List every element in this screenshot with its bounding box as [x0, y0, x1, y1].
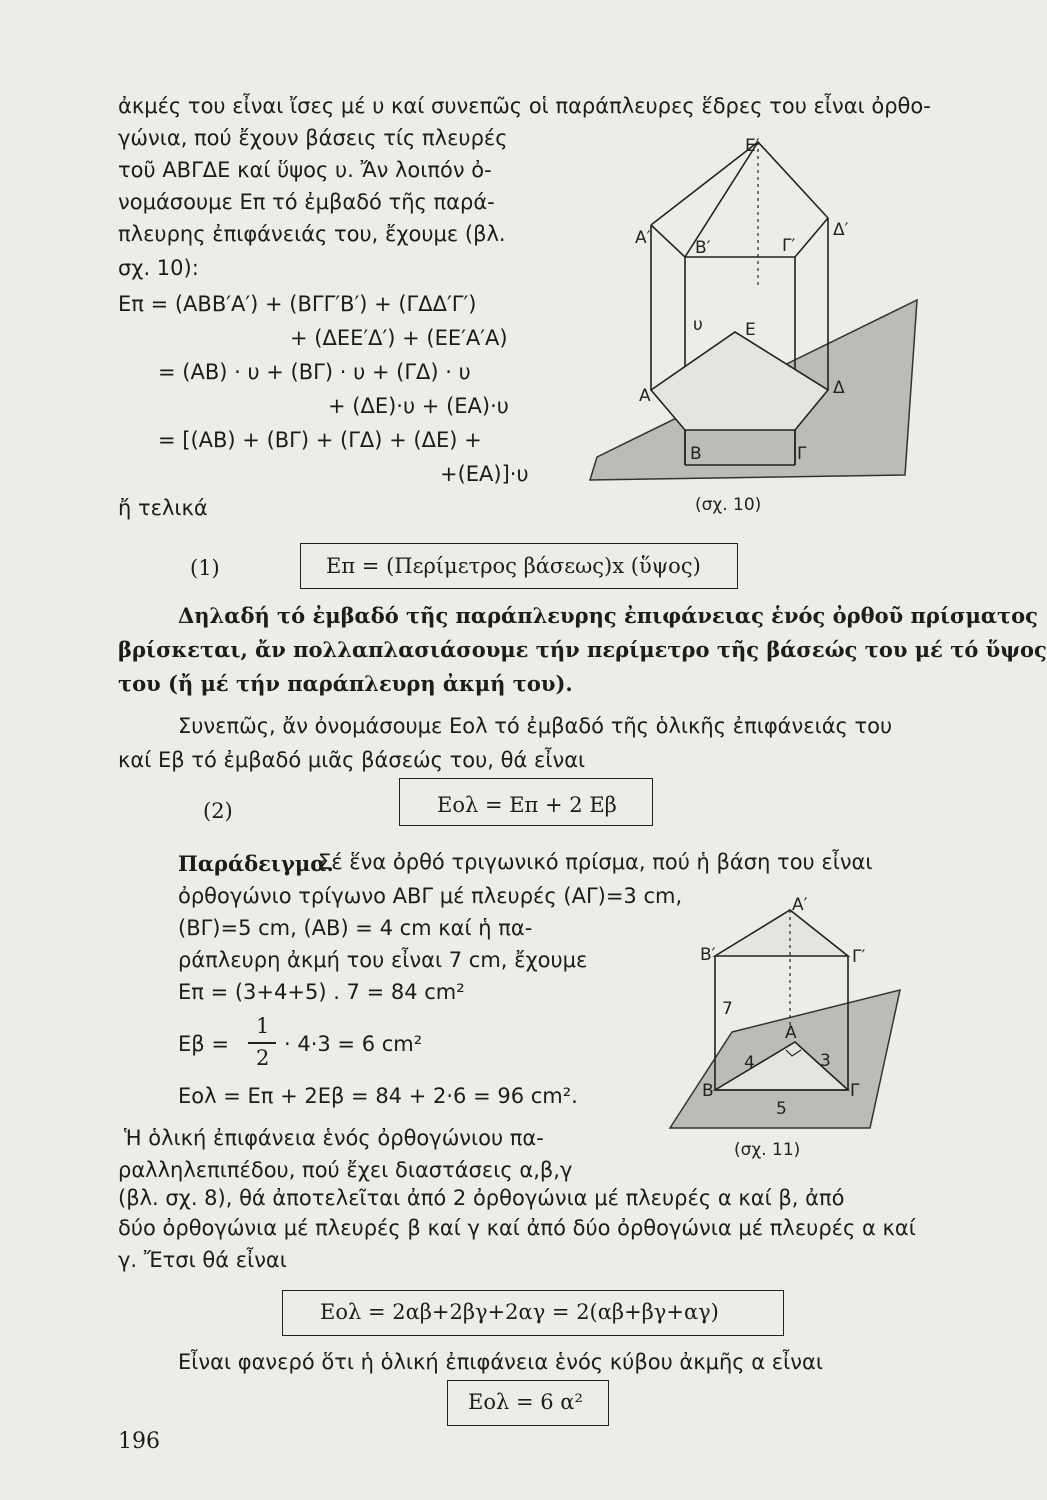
rule-line: Δηλαδή τό ἐμβαδό τῆς παράπλευρης ἐπιφάνειας ἑνός ὀρθοῦ πρίσματος	[178, 603, 1038, 628]
figure-10	[575, 125, 915, 545]
intro-line: τοῦ ΑΒΓΔΕ καί ὕψος υ. Ἄν λοιπόν ὀ-	[118, 158, 492, 182]
label: Δ	[833, 378, 845, 398]
example-line: Σέ ἕνα ὀρθό τριγωνικό πρίσμα, πού ἡ βάση του εἶναι	[318, 850, 873, 874]
intro-line: γώνια, πού ἔχουν βάσεις τίς πλευρές	[118, 126, 508, 150]
fraction-denominator: 2	[256, 1046, 270, 1070]
figure-caption: (σχ. 10)	[695, 495, 762, 515]
label: Β′	[695, 238, 711, 258]
figure-11	[660, 890, 905, 1170]
label: Α′	[635, 228, 651, 248]
paragraph-line: γ. Ἔτσι θά εἶναι	[118, 1248, 287, 1272]
label: Α	[639, 386, 651, 406]
paragraph-line: καί Εβ τό ἐμβαδό μιᾶς βάσεώς του, θά εἶναι	[118, 748, 586, 772]
formula-number: (2)	[203, 799, 233, 823]
paragraph-line: Συνεπῶς, ἄν ὀνομάσουμε Εολ τό ἐμβαδό τῆς ὁλικῆς ἐπιφάνειάς του	[178, 714, 893, 738]
formula-text: Εολ = Επ + 2 Εβ	[437, 793, 617, 817]
label: υ	[693, 315, 703, 335]
formula-text: Επ = (Περίμετρος βάσεως)x (ὕψος)	[326, 554, 701, 578]
label: Γ	[850, 1081, 860, 1101]
intro-line: ἀκμές του εἶναι ἴσες μέ υ καί συνεπῶς οἱ παράπλευρες ἕδρες του εἶναι ὀρθο-	[118, 94, 931, 118]
formula-number: (1)	[190, 556, 220, 580]
example-line: ὀρθογώνιο τρίγωνο ΑΒΓ μέ πλευρές (ΑΓ)=3 cm,	[178, 884, 683, 908]
fraction-numerator: 1	[256, 1014, 270, 1038]
example-line: (ΒΓ)=5 cm, (ΑΒ) = 4 cm καί ἡ πα-	[178, 916, 533, 940]
label: Δ′	[833, 220, 849, 240]
paragraph-line: Εἶναι φανερό ὅτι ἡ ὁλική ἐπιφάνεια ἑνός κύβου ἀκμῆς α εἶναι	[178, 1350, 823, 1374]
derivation-line: + (ΔΕΕ′Δ′) + (ΕΕ′Α′Α)	[290, 326, 508, 350]
label: 7	[722, 999, 733, 1019]
derivation-line: = [(ΑΒ) + (ΒΓ) + (ΓΔ) + (ΔΕ) +	[158, 428, 482, 452]
calc-line: Εολ = Επ + 2Εβ = 84 + 2·6 = 96 cm².	[178, 1084, 578, 1108]
label: Α	[785, 1023, 797, 1043]
rule-line: του (ἤ μέ τήν παράπλευρη ἀκμή του).	[118, 671, 573, 696]
label: Β′	[700, 945, 716, 965]
label: 3	[820, 1051, 831, 1071]
intro-line: σχ. 10):	[118, 256, 199, 280]
label: Γ′	[782, 236, 796, 256]
label: Ε	[745, 320, 756, 340]
formula-text: Εολ = 6 α²	[468, 1390, 583, 1414]
label: Β	[690, 444, 702, 464]
example-title: Παράδειγμα.	[178, 851, 334, 876]
paragraph-line: ραλληλεπιπέδου, πού ἔχει διαστάσεις α,β,γ	[118, 1158, 573, 1182]
paragraph-line: (βλ. σχ. 8), θά ἀποτελεῖται ἀπό 2 ὀρθογώνια μέ πλευρές α καί β, ἀπό	[118, 1186, 845, 1210]
page-number: 196	[118, 1429, 160, 1454]
formula-text: Εολ = 2αβ+2βγ+2αγ = 2(αβ+βγ+αγ)	[320, 1300, 719, 1324]
finally-word: ἤ τελικά	[118, 496, 208, 520]
label: Γ′	[852, 947, 866, 967]
example-line: ράπλευρη ἀκμή του εἶναι 7 cm, ἔχουμε	[178, 948, 588, 972]
intro-line: νομάσουμε Επ τό ἐμβαδό τῆς παρά-	[118, 190, 495, 214]
paragraph-line: δύο ὀρθογώνια μέ πλευρές β καί γ καί ἀπό δύο ὀρθογώνια μέ πλευρές α καί	[118, 1216, 916, 1240]
calc-line: Επ = (3+4+5) . 7 = 84 cm²	[178, 980, 465, 1004]
derivation-line: Επ = (ΑΒΒ′Α′) + (ΒΓΓ′Β′) + (ΓΔΔ′Γ′)	[118, 292, 477, 316]
derivation-line: +(ΕΑ)]·υ	[440, 462, 529, 486]
label: Β	[702, 1081, 714, 1101]
label: 5	[776, 1099, 787, 1119]
derivation-line: + (ΔΕ)·υ + (ΕΑ)·υ	[328, 394, 509, 418]
label: Α′	[792, 895, 808, 915]
figure-caption: (σχ. 11)	[734, 1140, 801, 1160]
rule-line: βρίσκεται, ἄν πολλαπλασιάσουμε τήν περίμετρο τῆς βάσεώς του μέ τό ὕψος	[118, 637, 1047, 662]
calc-rhs: · 4·3 = 6 cm²	[284, 1032, 423, 1056]
label: Ε′	[745, 136, 760, 156]
paragraph-line: Ἡ ὁλική ἐπιφάνεια ἑνός ὀρθογώνιου πα-	[124, 1126, 544, 1150]
derivation-line: = (ΑΒ) · υ + (ΒΓ) · υ + (ΓΔ) · υ	[158, 360, 471, 384]
label: 4	[744, 1053, 755, 1073]
calc-lhs: Εβ =	[178, 1032, 229, 1056]
label: Γ	[797, 444, 807, 464]
intro-line: πλευρης ἐπιφάνειάς του, ἔχουμε (βλ.	[118, 222, 506, 246]
